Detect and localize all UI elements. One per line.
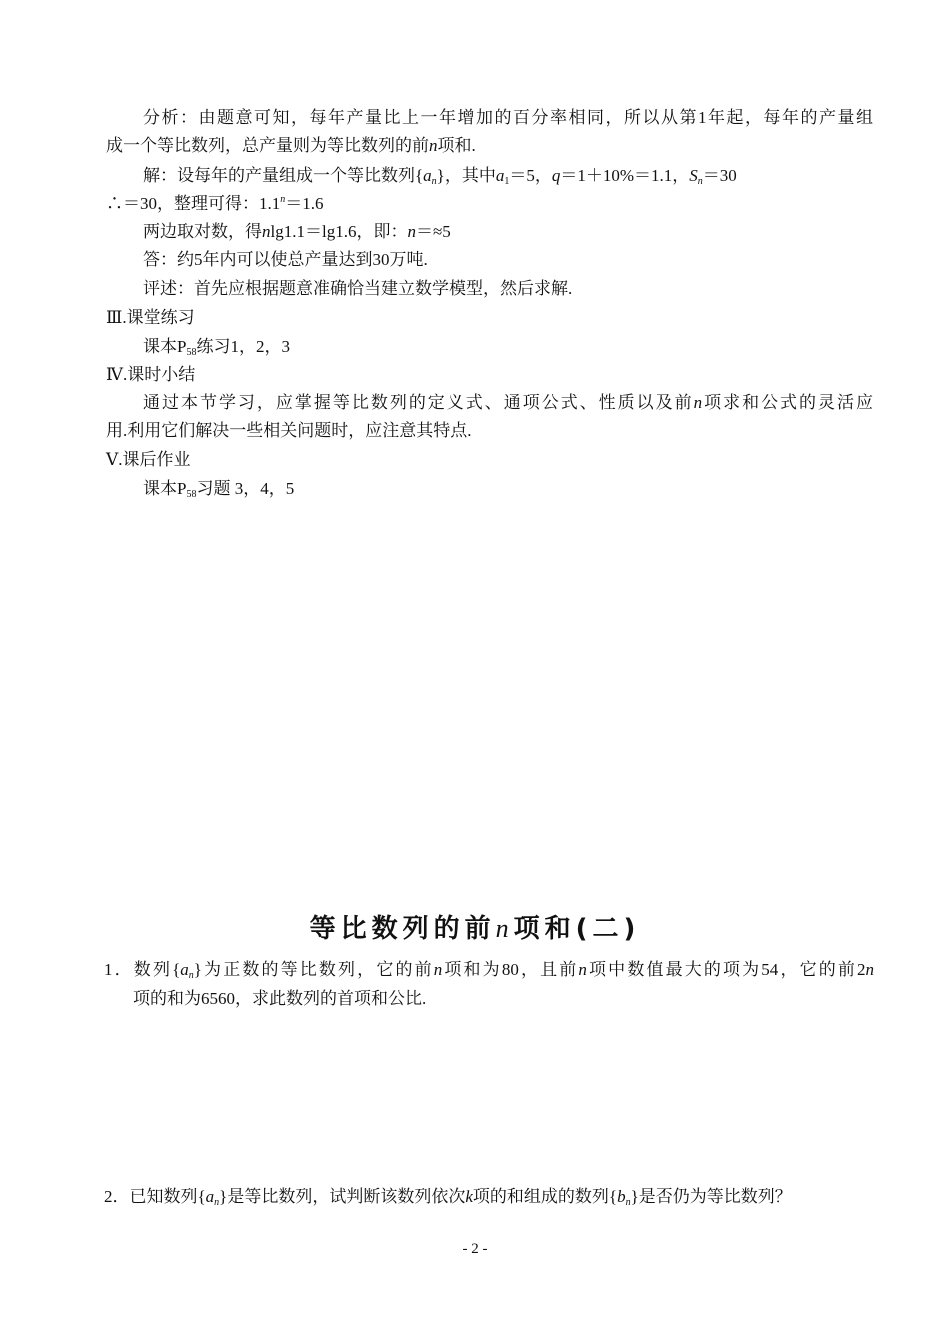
page-title: 等比数列的前n项和(二) <box>309 914 641 944</box>
solution-line: 解：设每年的产量组成一个等比数列$\{a_n\}$，其中$a_1=5$，q＝1＋10%＝1.1，$S_n=30$ <box>143 166 737 187</box>
section-5-content: 课本$P_{58}$习题 3，4，5 <box>143 479 295 500</box>
section-4-line-2: 用.利用它们解决一些相关问题时，应注意其特点. <box>106 421 472 440</box>
review-line: 评述：首先应根据题意准确恰当建立数学模型，然后求解. <box>143 279 573 298</box>
section-4-heading: Ⅳ.课时小结 <box>106 365 196 384</box>
answer-line: 答：约5年内可以使总产量达到30万吨. <box>143 250 428 269</box>
therefore-line: ∴＝30，整理可得：$1.1^n=1.6$ <box>106 194 324 213</box>
section-5-heading: Ⅴ.课后作业 <box>106 450 191 469</box>
analysis-line-1: 分析：由题意可知，每年产量比上一年增加的百分率相同，所以从第1年起，每年的产量组 <box>143 108 873 127</box>
problem-1-line-1: 1．数列$\{a_n\}$为正数的等比数列，它的前n项和为80，且前n项中数值最大的项为54，它的前2n <box>104 960 875 981</box>
page-number: - 2 - <box>462 1241 488 1257</box>
log-step-line: 两边取对数，得nlg1.1＝lg1.6，即：n＝≈5 <box>143 222 451 241</box>
problem-1-line-2: 项的和为6560，求此数列的首项和公比. <box>133 989 427 1008</box>
analysis-line-2: 成一个等比数列，总产量则为等比数列的前n项和. <box>106 136 476 155</box>
section-4-line-1: 通过本节学习，应掌握等比数列的定义式、通项公式、性质以及前n项求和公式的灵活应 <box>143 393 874 412</box>
section-3-content: 课本$P_{58}$练习1，2，3 <box>143 337 290 358</box>
problem-2-line: 2．已知数列$\{a_n\}$是等比数列，试判断该数列依次k项的和组成的数列$\{b_n\}$是否仍为等比数列？ <box>104 1187 792 1208</box>
section-3-heading: Ⅲ.课堂练习 <box>106 308 195 327</box>
